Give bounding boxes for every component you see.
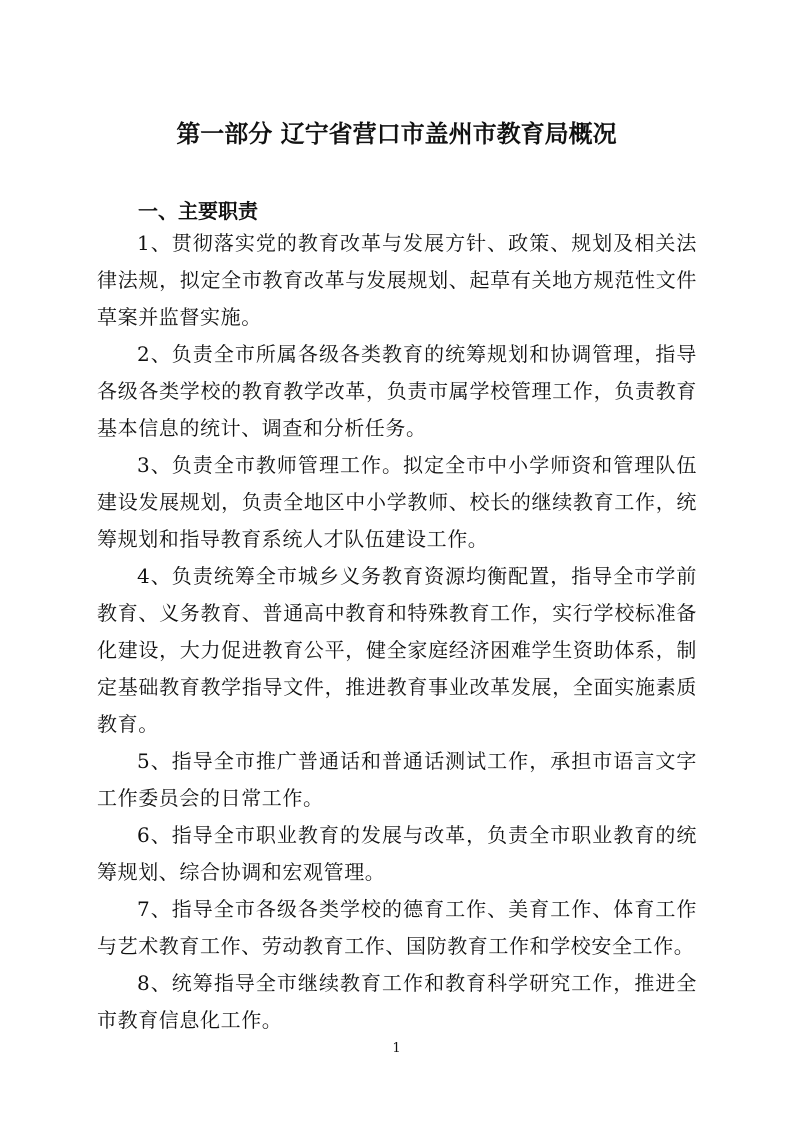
duty-paragraph-5: 5、指导全市推广普通话和普通话测试工作，承担市语言文字工作委员会的日常工作。	[97, 749, 697, 810]
duty-paragraph-8: 8、统筹指导全市继续教育工作和教育科学研究工作，推进全市教育信息化工作。	[97, 971, 697, 1032]
duty-paragraph-3: 3、负责全市教师管理工作。拟定全市中小学师资和管理队伍建设发展规划，负责全地区中小学教师、校长的继续教育工作，统筹规划和指导教育系统人才队伍建设工作。	[97, 453, 697, 551]
duty-paragraph-1: 1、贯彻落实党的教育改革与发展方针、政策、规划及相关法律法规，拟定全市教育改革与发展规划、起草有关地方规范性文件草案并监督实施。	[97, 231, 697, 329]
duty-paragraph-7: 7、指导全市各级各类学校的德育工作、美育工作、体育工作与艺术教育工作、劳动教育工作、国防教育工作和学校安全工作。	[97, 897, 697, 958]
duty-paragraph-4: 4、负责统筹全市城乡义务教育资源均衡配置，指导全市学前教育、义务教育、普通高中教育和特殊教育工作，实行学校标准备化建设，大力促进教育公平，健全家庭经济困难学生资助体系，制定基础教育教学指导文件，推进教育事业改革发展，全面实施素质教育。	[97, 564, 697, 736]
duties-body	[97, 225, 697, 1039]
page-title: 第一部分 辽宁省营口市盖州市教育局概况	[176, 120, 617, 148]
duty-paragraph-2: 2、负责全市所属各级各类教育的统筹规划和协调管理，指导各级各类学校的教育教学改革，负责市属学校管理工作，负责教育基本信息的统计、调查和分析任务。	[97, 342, 697, 440]
page-number: 1	[392, 1041, 401, 1056]
duty-paragraph-6: 6、指导全市职业教育的发展与改革，负责全市职业教育的统筹规划、综合协调和宏观管理。	[97, 823, 697, 884]
section-heading: 一、主要职责	[138, 199, 258, 223]
